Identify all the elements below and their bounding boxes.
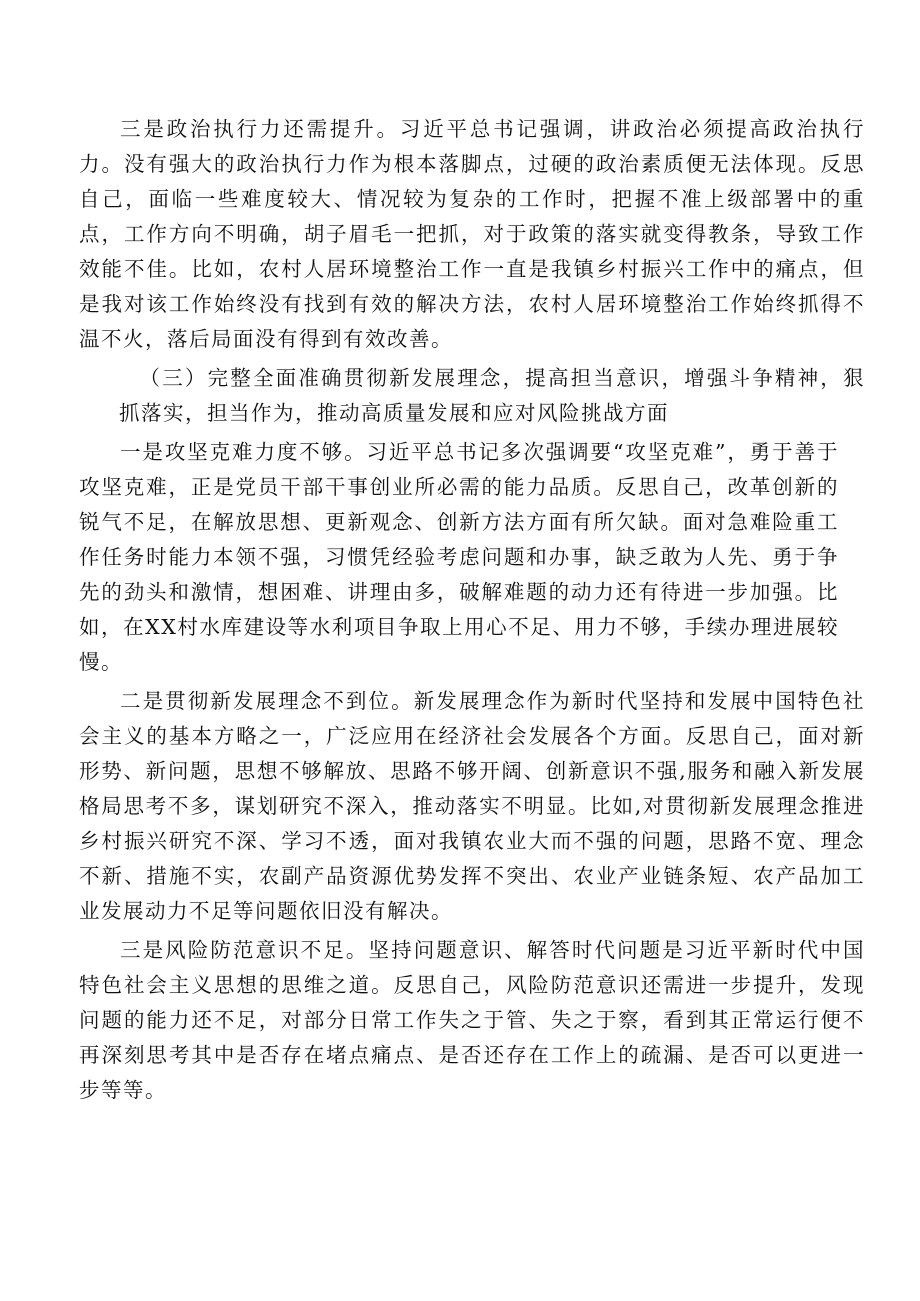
document-page	[79, 112, 865, 1108]
paragraph-new-development-concept: 二是贯彻新发展理念不到位。新发展理念作为新时代坚持和发展中国特色社会主义的基本方略之一，广泛应用在经济社会发展各个方面。反思自己，面对新形势、新问题，思想不够解放、思路不够开阔、创新意识不强,服务和融入新发展格局思考不多，谋划研究不深入，推动落实不明显。比如,对贯彻新发展理念推进乡村振兴研究不深、学习不透，面对我镇农业大而不强的问题，思路不宽、理念不新、措施不实，农副产品资源优势发挥不突出、农业产业链条短、农产品加工业发展动力不足等问题依旧没有解决。	[79, 689, 865, 923]
paragraph-political-execution: 三是政治执行力还需提升。习近平总书记强调，讲政治必须提高政治执行力。没有强大的政治执行力作为根本落脚点，过硬的政治素质便无法体现。反思自己，面临一些难度较大、情况较为复杂的工作时，把握不准上级部署中的重点，工作方向不明确，胡子眉毛一把抓，对于政策的落实就变得教条，导致工作效能不佳。比如，农村人居环境整治工作一直是我镇乡村振兴工作中的痛点，但是我对该工作始终没有找到有效的解决方法，农村人居环境整治工作始终抓得不温不火，落后局面没有得到有效改善。	[79, 117, 865, 351]
paragraph-risk-prevention: 三是风险防范意识不足。坚持问题意识、解答时代问题是习近平新时代中国特色社会主义思想的思维之道。反思自己，风险防范意识还需进一步提升，发现问题的能力还不足，对部分日常工作失之于管、失之于察，看到其正常运行便不再深刻思考其中是否存在堵点痛点、是否还存在工作上的疏漏、是否可以更进一步等等。	[79, 938, 865, 1102]
paragraph-overcoming-difficulties: 一是攻坚克难力度不够。习近平总书记多次强调要“攻坚克难”，勇于善于攻坚克难，正是党员干部干事创业所必需的能力品质。反思自己，改革创新的锐气不足，在解放思想、更新观念、创新方法方面有所欠缺。面对急难险重工作任务时能力本领不强，习惯凭经验考虑问题和办事，缺乏敢为人先、勇于争先的劲头和激情，想困难、讲理由多，破解难题的动力还有待进一步加强。比如，在XX村水库建设等水利项目争取上用心不足、用力不够，手续办理进展较慢。	[79, 440, 839, 674]
section-heading-three: （三）完整全面准确贯彻新发展理念，提高担当意识，增强斗争精神，狠抓落实，担当作为，推动高质量发展和应对风险挑战方面	[119, 366, 865, 425]
